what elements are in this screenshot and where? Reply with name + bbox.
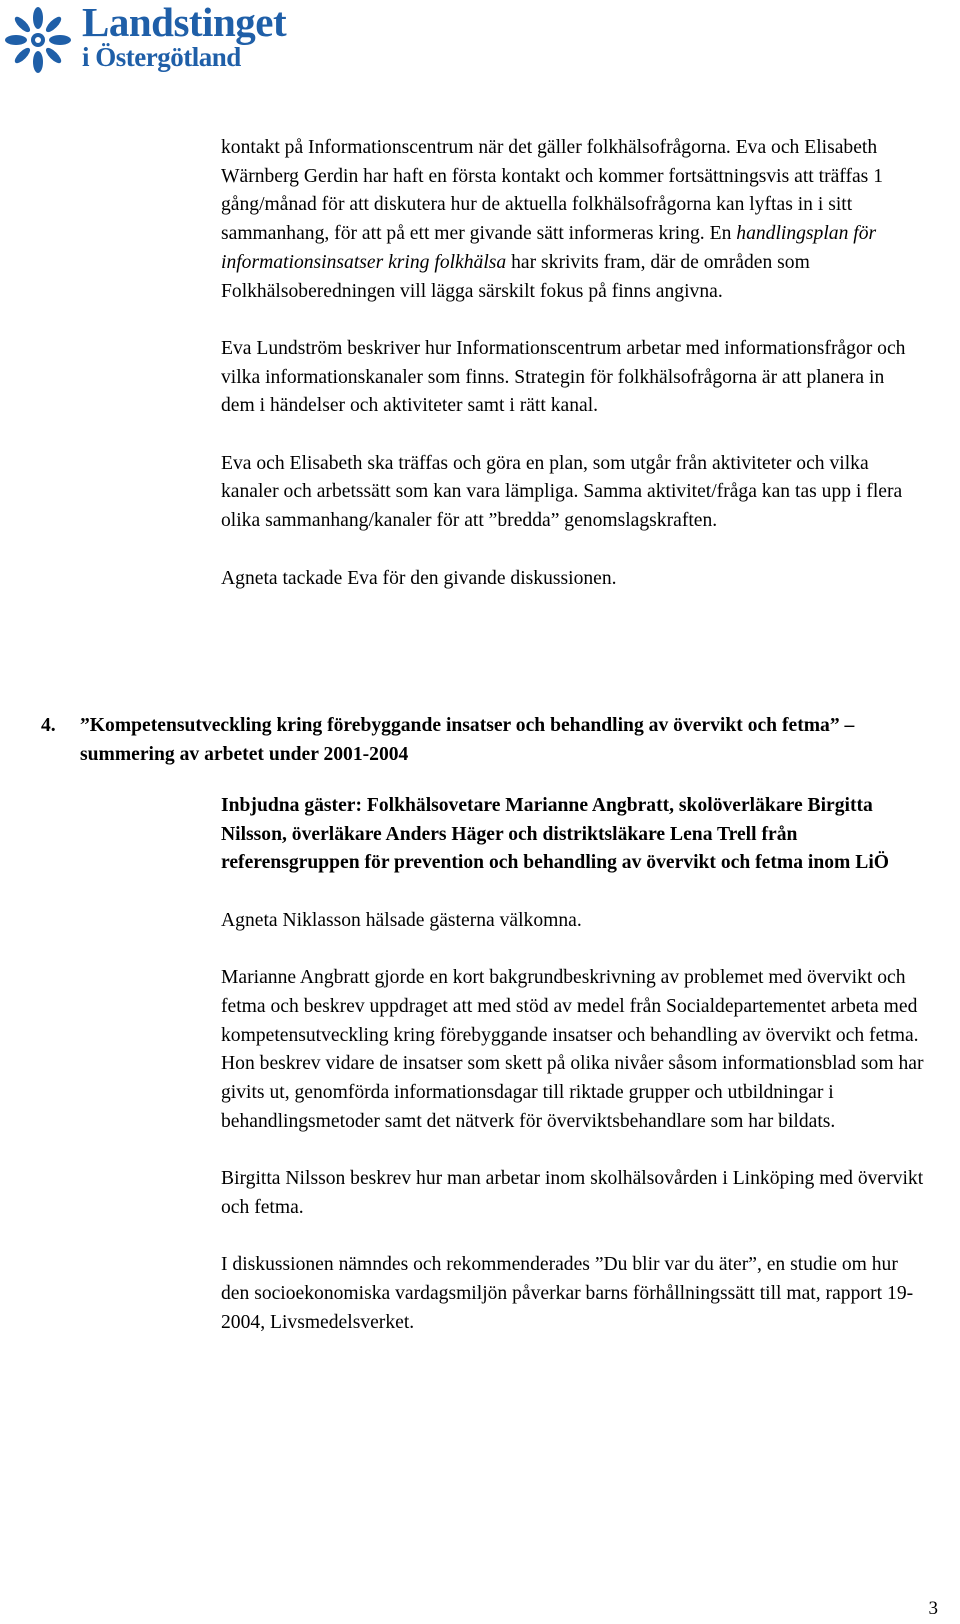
invited-guests: Inbjudna gäster: Folkhälsovetare Marianne Angbratt, skolöverläkare Birgitta Nilsson, överläkare Anders Häger och distriktsläkare Lena Trell från referensgruppen för prevention och behandling av övervikt och fetma inom LiÖ: [221, 795, 890, 874]
intro-italic-title: handlingsplan för informationsinsatser kring folkhälsa: [221, 223, 877, 273]
logo-title: Landstinget: [82, 0, 287, 45]
flower-emblem-icon: [4, 6, 72, 74]
item4-paragraph-1: Agneta Niklasson hälsade gästerna välkomna.: [221, 909, 582, 931]
item4-paragraph-3: Birgitta Nilsson beskrev hur man arbetar inom skolhälsovården i Linköping med övervikt och fetma.: [221, 1168, 924, 1218]
item4-paragraph-2: Marianne Angbratt gjorde en kort bakgrundbeskrivning av problemet med övervikt och fetma och beskrev uppdraget att med stöd av medel från Socialdepartementet arbeta med kompetensutveckling kring förebyggande insatser och behandling av övervikt och fetma. Hon beskrev vidare de insatser som skett på olika nivåer såsom informationsblad som har givits ut, genomförda informationsdagar till riktade grupper och utbildningar i behandlingsmetoder samt det nätverk för överviktsbehandlare som har bildats.: [221, 967, 924, 1132]
intro-paragraph-1: [221, 134, 921, 306]
item4-paragraph-4: I diskussionen nämndes och rekommenderades ”Du blir var du äter”, en studie om hur den socioekonomiska vardagsmiljön påverkar barns förhållningssätt till mat, rapport 19-2004, Livsmedelsverket.: [221, 1254, 914, 1333]
landstinget-logo: [4, 0, 314, 76]
agenda-item-title: ”Kompetensutveckling kring förebyggande insatser och behandling av övervikt och fetma” – summering av arbetet under 2001-2004: [80, 715, 855, 765]
logo-subtitle: i Östergötland: [82, 42, 241, 72]
agenda-item-number: 4.: [41, 715, 56, 736]
page-number: 3: [928, 1598, 938, 1619]
intro-paragraph-2: Eva Lundström beskriver hur Informationscentrum arbetar med informationsfrågor och vilka informationskanaler som finns. Strategin för folkhälsofrågorna är att planera in dem i händelser och aktiviteter samt i rätt kanal.: [221, 337, 906, 417]
intro-paragraph-3: Eva och Elisabeth ska träffas och göra en plan, som utgår från aktiviteter och vilka kanaler och arbetssätt som kan vara lämpliga. Samma aktivitet/fråga kan tas upp i flera olika sammanhang/kanaler för att ”bredda” genomslagskraften.: [221, 452, 903, 532]
item4-section: [221, 792, 931, 1366]
intro-text-a: kontakt på Informationscentrum när det gäller folkhälsofrågorna. Eva och Elisabeth Wärnberg Gerdin har haft en första kontakt och kommer fortsättningsvis att träffas 1 gång/månad för att diskutera hur de aktuella folkhälsofrågorna kan lyftas in i sitt sammanhang, för att på ett mer givande sätt informeras kring. En: [221, 137, 883, 245]
intro-section: [221, 134, 921, 622]
intro-paragraph-4: Agneta tackade Eva för den givande diskussionen.: [221, 567, 617, 589]
intro-text-b: har skrivits fram, där de områden som Folkhälsoberedningen vill lägga särskilt fokus på finns angivna.: [221, 251, 810, 302]
